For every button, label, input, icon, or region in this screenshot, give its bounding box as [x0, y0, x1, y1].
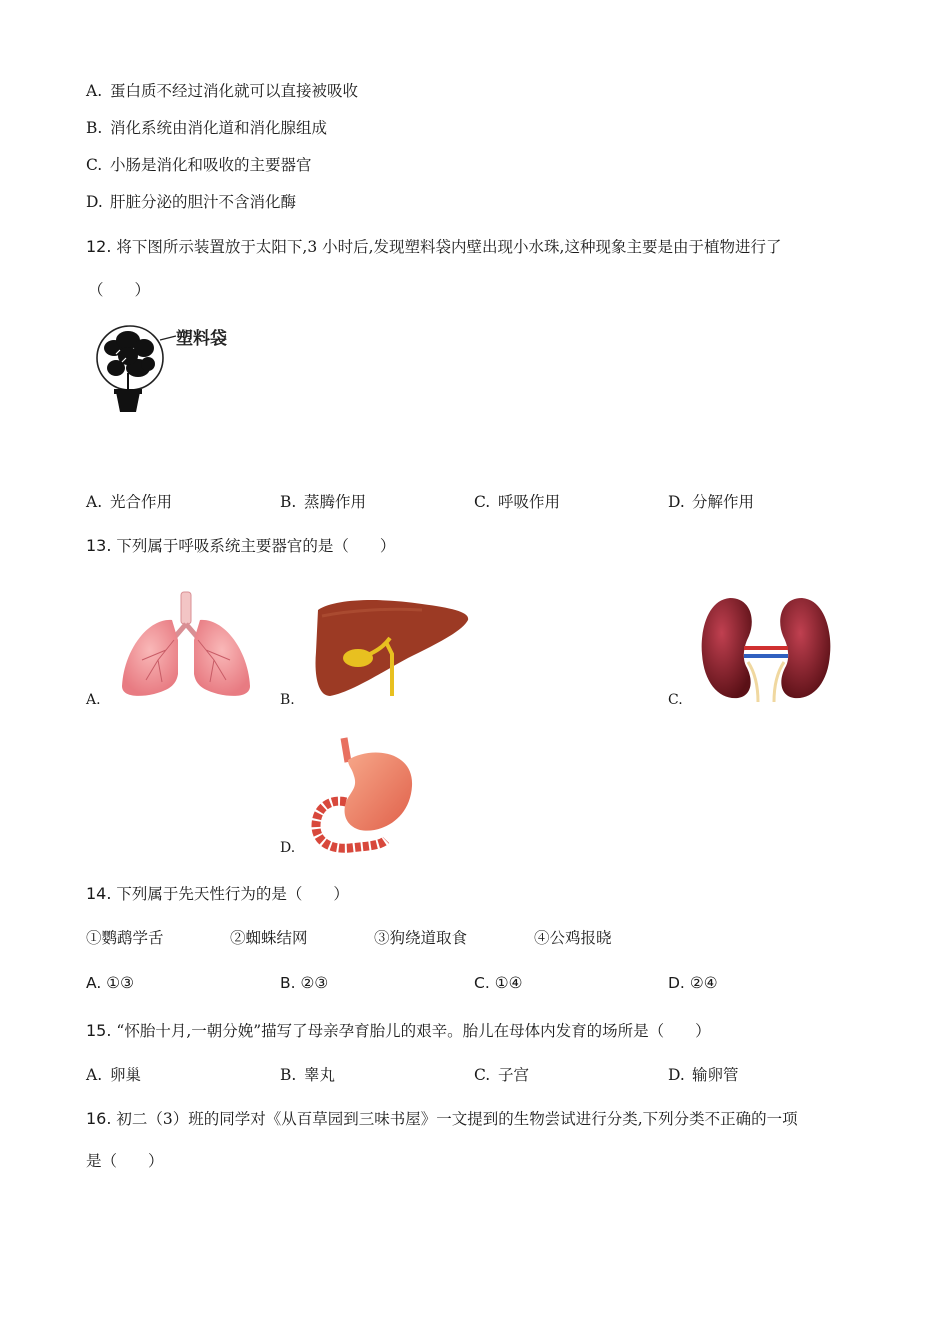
option-text: 小肠是消化和吸收的主要器官	[110, 156, 312, 174]
q11-option-b[interactable]	[86, 118, 327, 138]
q14-option-c[interactable]	[474, 973, 522, 993]
q12-stem	[86, 237, 781, 257]
option-letter: A.	[86, 493, 103, 511]
option-letter: B.	[280, 1066, 297, 1084]
option-text: 输卵管	[692, 1066, 739, 1084]
option-letter: D.	[668, 974, 685, 992]
question-text: 下列属于先天性行为的是（ ）	[116, 885, 349, 903]
q11-option-c[interactable]	[86, 155, 312, 175]
q13-option-d-image[interactable]	[310, 736, 420, 854]
q15-option-d[interactable]	[668, 1065, 739, 1085]
option-text: ②③	[300, 974, 329, 992]
option-text: 卵巢	[110, 1066, 142, 1084]
q12-bracket: （ ）	[88, 281, 151, 299]
option-letter: B.	[280, 493, 297, 511]
q12-option-b[interactable]	[280, 492, 366, 512]
q15-option-a[interactable]	[86, 1065, 141, 1085]
plant-in-bag-figure	[92, 318, 242, 418]
option-letter: C.	[474, 974, 490, 992]
q13-option-c-letter[interactable]: C.	[668, 692, 683, 708]
option-text: ②④	[689, 974, 718, 992]
option-text: 蒸腾作用	[304, 493, 367, 511]
question-number: 13.	[86, 536, 112, 555]
q14-option-d[interactable]	[668, 973, 718, 993]
option-letter: C.	[474, 493, 491, 511]
option-text: ①④	[494, 974, 523, 992]
q14-item-1: ①鹦鹉学舌	[86, 929, 164, 947]
option-letter: C.	[474, 1066, 491, 1084]
q14-item-2: ②蜘蛛结网	[230, 929, 308, 947]
liver-icon	[312, 596, 472, 700]
question-text: 下列属于呼吸系统主要器官的是（ ）	[116, 537, 396, 555]
option-text: 蛋白质不经过消化就可以直接被吸收	[110, 82, 359, 100]
question-text: 将下图所示装置放于太阳下,3 小时后,发现塑料袋内壁出现小水珠,这种现象主要是由于植物进行了	[116, 238, 782, 256]
q15-option-b[interactable]	[280, 1065, 335, 1085]
question-number: 16.	[86, 1109, 112, 1128]
option-text: 子宫	[498, 1066, 530, 1084]
q13-option-a-letter[interactable]: A.	[86, 692, 101, 708]
question-number: 15.	[86, 1021, 112, 1040]
question-text: 初二（3）班的同学对《从百草园到三味书屋》一文提到的生物尝试进行分类,下列分类不正确的一项	[116, 1110, 798, 1128]
q14-option-a[interactable]	[86, 973, 134, 993]
bag-label: 塑料袋	[176, 329, 227, 349]
question-number: 14.	[86, 884, 112, 903]
q11-option-a[interactable]	[86, 81, 358, 101]
option-letter: D.	[668, 493, 685, 511]
option-letter: B.	[280, 974, 296, 992]
option-letter: B.	[86, 119, 103, 137]
question-text: “怀胎十月,一朝分娩”描写了母亲孕育胎儿的艰辛。胎儿在母体内发育的场所是（ ）	[116, 1022, 711, 1040]
lungs-icon	[118, 590, 254, 702]
q11-option-d[interactable]	[86, 192, 296, 212]
kidneys-icon	[700, 594, 832, 702]
q13-option-a-image[interactable]	[118, 590, 254, 702]
q15-stem	[86, 1021, 711, 1041]
question-number: 12.	[86, 237, 112, 256]
q16-stem-continued: 是（ ）	[86, 1152, 164, 1170]
q16-stem	[86, 1109, 798, 1129]
q14-item-3: ③狗绕道取食	[374, 929, 468, 947]
option-letter: A.	[86, 974, 102, 992]
q13-option-b-image[interactable]	[312, 596, 472, 700]
q12-option-c[interactable]	[474, 492, 560, 512]
option-text: 分解作用	[692, 493, 755, 511]
option-text: 光合作用	[110, 493, 173, 511]
q14-option-b[interactable]	[280, 973, 328, 993]
stomach-icon	[310, 736, 420, 854]
q12-option-a[interactable]	[86, 492, 172, 512]
option-letter: D.	[668, 1066, 685, 1084]
option-letter: A.	[86, 1066, 103, 1084]
q14-item-4: ④公鸡报晓	[534, 929, 612, 947]
option-letter: A.	[86, 82, 103, 100]
option-letter: D.	[86, 193, 103, 211]
q13-option-d-letter[interactable]: D.	[280, 840, 296, 856]
option-text: 睾丸	[304, 1066, 336, 1084]
q14-stem	[86, 884, 349, 904]
option-text: 消化系统由消化道和消化腺组成	[110, 119, 328, 137]
option-letter: C.	[86, 156, 103, 174]
q13-option-b-letter[interactable]: B.	[280, 692, 295, 708]
q13-option-c-image[interactable]	[700, 594, 832, 702]
q15-option-c[interactable]	[474, 1065, 529, 1085]
option-text: 呼吸作用	[498, 493, 561, 511]
q13-stem	[86, 536, 395, 556]
option-text: 肝脏分泌的胆汁不含消化酶	[110, 193, 297, 211]
q12-option-d[interactable]	[668, 492, 754, 512]
option-text: ①③	[106, 974, 134, 992]
